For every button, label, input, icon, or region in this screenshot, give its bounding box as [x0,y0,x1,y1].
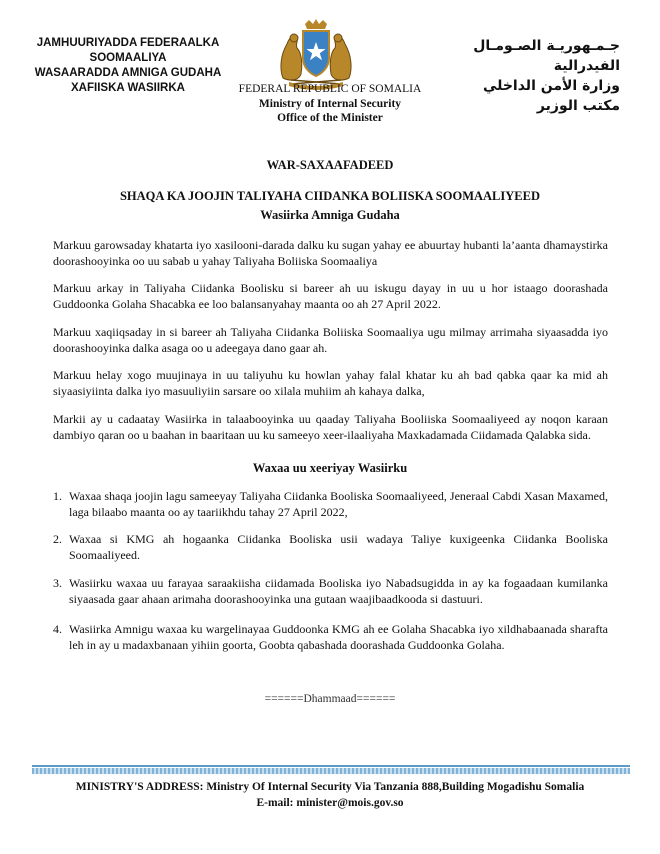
letterhead-somali [28,36,228,96]
letterhead-somali-line: WASAARADDA AMNIGA GUDAHA [34,67,222,79]
footer-rule-line [32,765,630,767]
coat-of-arms-icon [261,18,371,90]
end-marker: ======Dhammaad====== [264,693,396,705]
ministry-address: MINISTRY'S ADDRESS: Ministry Of Internal Security Via Tanzania 888,Building Mogadishu Somalia [75,781,585,793]
footer-rule [32,768,630,774]
decision-text: Waxaa si KMG ah hogaanka Ciidanka Booliska usii wadaya Taliye kuxigeenka Ciidanka Booliska Soomaaliyeed. [69,532,608,562]
letterhead-arabic-line: وزارة الأمن الداخلي [482,78,620,94]
paragraph: Markuu helay xogo muujinaya in uu taliyuhu ku howlan yahay falal khatar ku ah bad qabka qaar ka mid ah siyaasiyiinta dalka iyo masuuliyiin sarsare oo xilala muhiim ah kahaya dalka, [53,368,608,398]
paragraph: Markuu garowsaday khatarta iyo xasilooni-darada dalku ku sugan yahay ee abuurtay hubanti la’aanta dhamaystirka doorashooyinka oo uu sabab u yahay Taliyaha Boliiska Soomaaliya [53,238,608,268]
decision-text: Wasiirku waxaa uu farayaa saraakiisha ciidamada Booliska iyo Nabadsugidda in ay ka fogaadaan kumilanka siyaasada gaar ahaan arimaha doorashooyinka una gutaan waajibaadkooda si dastuuri. [69,576,608,606]
office-name: Office of the Minister [277,112,383,124]
decisions-heading: Waxaa uu xeeriyay Wasiirku [252,461,408,475]
press-release-headline: SHAQA KA JOOJIN TALIYAHA CIIDANKA BOLIISKA SOOMAALIYEED [119,189,540,203]
decision-item [53,622,608,654]
letterhead-arabic-line: جـمـهوريـة الصـومـال الفيدرالية [473,38,620,74]
decision-item [53,576,608,608]
republic-name: FEDERAL REPUBLIC OF SOMALIA [238,83,422,95]
ministry-name: Ministry of Internal Security [258,97,402,110]
paragraph: Markii ay u cadaatay Wasiirka in talaabooyinka uu qaaday Taliyaha Booliiska Soomaaliyeed ay noqon karaan dambiyo qaran oo u baahan in baaritaan uu ku sameeyo xeer-ilaaliyaha Maxkadamada Ciidamada Qalabka sida. [53,412,608,442]
paragraph: Markuu arkay in Taliyaha Ciidanka Boolisku si bareer ah uu iskugu dayay in uu u hor istaago doorashada Guddoonka Golaha Shacabka ee loo balansanyahay maanta oo ah 27 April 2022. [53,281,608,311]
decision-item [53,532,608,564]
decision-text: Wasiirka Amnigu waxaa ku wargelinayaa Guddoonka KMG ah ee Golaha Shacabka iyo xildhabaanada sharafta leh in ay u madaxbanaan yihiin goorta, Goobta qabashada doorashada Guddoonka Golaha. [69,622,608,652]
letterhead-somali-line: JAMHUURIYADDA FEDERAALKA [36,37,220,49]
ministry-email: E-mail: minister@mois.gov.so [256,797,404,809]
decision-number: 3. [53,576,62,590]
paragraph: Markuu xaqiiqsaday in si bareer ah Taliyaha Ciidanka Boliiska Soomaaliya ugu milmay arrimaha siyaasadda iyo doorashooyinka dalka asaga oo u adeegaya dano gaar ah. [53,325,608,355]
decision-number: 4. [53,622,62,636]
letterhead-somali-line: XAFIISKA WASIIRKA [71,82,185,94]
decision-item [53,489,608,521]
letterhead-english [200,82,460,126]
document-type: WAR-SAXAAFADEED [266,158,394,172]
decision-number: 2. [53,532,62,546]
letterhead-somali-line: SOOMAALIYA [89,52,167,64]
decision-text: Waxaa shaqa joojin lagu sameeyay Taliyaha Ciidanka Booliska Soomaaliyeed, Jeneraal Cabdi Xasan Maxamed, laga bilaabo maanta oo ay taariikhdu tahay 27 April 2022, [69,489,608,519]
issuer-line: Wasiirka Amniga Gudaha [260,208,400,222]
letterhead-arabic-line: مكتب الوزير [536,98,620,114]
decision-number: 1. [53,489,62,503]
